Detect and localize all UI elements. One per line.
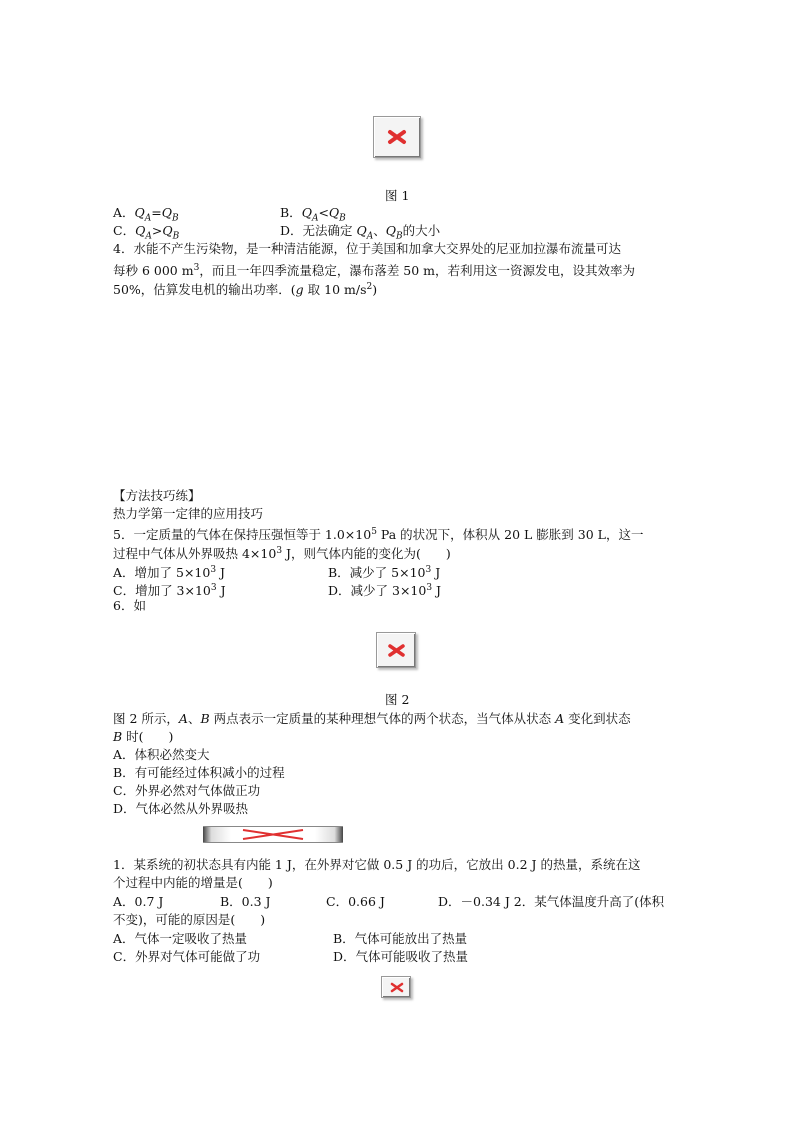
q4-line-3: 50%，估算发电机的输出功率．(g 取 10 $m/s^2$) (113, 282, 378, 298)
q6-option-d: D．气体必然从外界吸热 (113, 801, 249, 816)
figure-1-image (373, 116, 421, 158)
q3-option-c: C．$Q_A>Q_B$ (113, 223, 180, 242)
p1-option-b: B．0.3 J (220, 894, 271, 909)
section-heading: 【方法技巧练】 (113, 488, 201, 503)
p2-option-c: C．外界对气体可能做了功 (113, 949, 261, 964)
q3-option-d: D．无法确定 $Q_A$、$Q_B$的大小 (280, 223, 441, 242)
broken-image-icon (203, 827, 343, 842)
figure-2-caption: 图 2 (385, 692, 410, 707)
q6-line-1: 图 2 所示，A、B 两点表示一定质量的某种理想气体的两个状态，当气体从状态 A 变化到状态 (113, 711, 631, 726)
q5-option-a: A．增加了 $5\times 10^3$ J (113, 565, 226, 581)
q5-option-d: D．减少了 $3\times 10^3$ J (328, 583, 442, 599)
q4-line-2: 每秒 6 000 $m^3$，而且一年四季流量稳定，瀑布落差 50 m，若利用这一资源发电，设其效率为 (113, 263, 636, 279)
p1-option-d: D．－0.34 J 2．某气体温度升高了(体积 (438, 894, 665, 909)
p1-line-2: 个过程中内能的增量是( ) (113, 875, 273, 890)
q3-option-a: A．$Q_A=Q_B$ (113, 205, 179, 224)
broken-image-icon (377, 633, 417, 669)
q6-option-b: B．有可能经过体积减小的过程 (113, 765, 285, 780)
divider-banner-image (203, 826, 343, 843)
broken-image-icon (382, 977, 412, 999)
figure-2-image (376, 632, 416, 668)
p2-line: 不变)，可能的原因是( ) (113, 912, 266, 927)
q3-option-b: B．$Q_A<Q_B$ (280, 205, 346, 224)
q5-line-2: 过程中气体从外界吸热 $4\times 10^3$ J，则气体内能的变化为( ) (113, 546, 451, 562)
figure-1-caption: 图 1 (385, 188, 410, 203)
p1-option-c: C．0.66 J (326, 894, 385, 909)
q6-line-2: B 时( ) (113, 729, 174, 744)
q6-option-c: C．外界必然对气体做正功 (113, 783, 261, 798)
q6-option-a: A．体积必然变大 (113, 747, 210, 762)
section-subheading: 热力学第一定律的应用技巧 (113, 506, 264, 521)
figure-3-image (381, 976, 411, 998)
p2-option-b: B．气体可能放出了热量 (333, 931, 468, 946)
q5-option-c: C．增加了 $3\times 10^3$ J (113, 583, 226, 599)
q5-option-b: B．减少了 $5\times 10^3$ J (328, 565, 441, 581)
p2-option-a: A．气体一定吸收了热量 (113, 931, 248, 946)
q6-intro: 6．如 (113, 598, 146, 613)
q5-line-1: 5．一定质量的气体在保持压强恒等于 $1.0\times 10^5$ Pa 的状况下，体积从 20 L 膨胀到 30 L，这一 (113, 527, 644, 543)
broken-image-icon (374, 117, 422, 159)
p1-option-a: A．0.7 J (113, 894, 164, 909)
p2-option-d: D．气体可能吸收了热量 (333, 949, 469, 964)
q4-line-1: 4．水能不产生污染物，是一种清洁能源，位于美国和加拿大交界处的尼亚加拉瀑布流量可达 (113, 241, 621, 256)
p1-line-1: 1．某系统的初状态具有内能 1 J，在外界对它做 0.5 J 的功后，它放出 0.2 J 的热量，系统在这 (113, 857, 641, 872)
